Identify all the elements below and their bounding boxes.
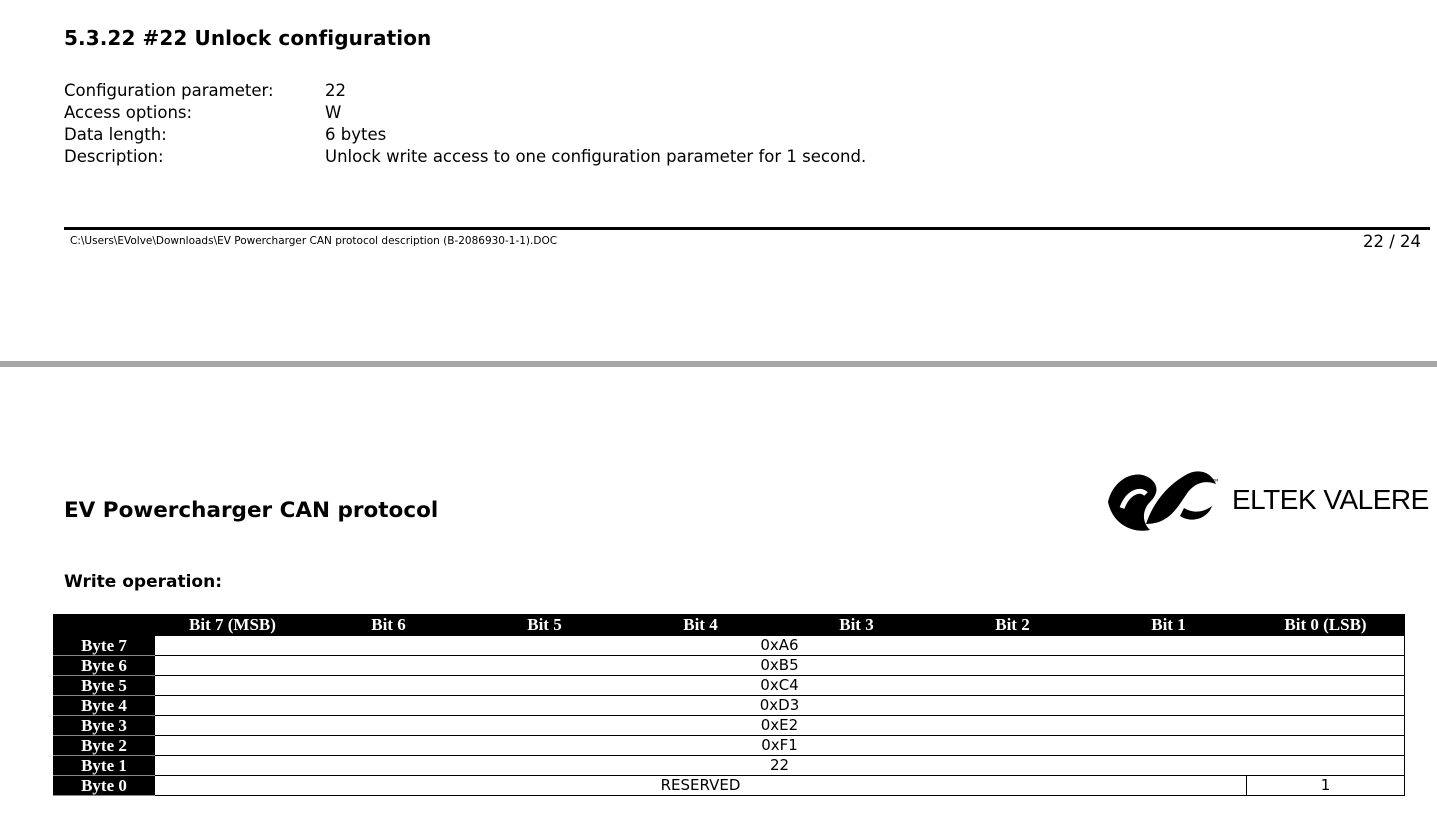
table-row xyxy=(54,696,1405,716)
write-operation-table xyxy=(53,614,1405,796)
row-header: Byte 1 xyxy=(54,756,155,776)
reserved-bits: RESERVED xyxy=(155,776,1247,796)
table-corner-cell xyxy=(54,615,155,636)
write-operation-title: Write operation: xyxy=(64,572,223,592)
row-header: Byte 4 xyxy=(54,696,155,716)
document-title: EV Powercharger CAN protocol xyxy=(64,498,439,523)
column-header: Bit 6 xyxy=(311,615,467,636)
bit0-value: 1 xyxy=(1247,776,1405,796)
column-header: Bit 0 (LSB) xyxy=(1247,615,1405,636)
column-header: Bit 1 xyxy=(1091,615,1247,636)
column-header: Bit 7 (MSB) xyxy=(155,615,311,636)
table-row xyxy=(54,636,1405,656)
page-number: 22 / 24 xyxy=(1362,232,1421,251)
byte-value: 0xB5 xyxy=(155,656,1405,676)
byte-value: 0xF1 xyxy=(155,736,1405,756)
param-value: Unlock write access to one configuration parameter for 1 second. xyxy=(325,147,867,166)
section-heading: 5.3.22 #22 Unlock configuration xyxy=(64,26,432,50)
row-header: Byte 6 xyxy=(54,656,155,676)
column-header: Bit 2 xyxy=(935,615,1091,636)
column-header: Bit 3 xyxy=(779,615,935,636)
param-value: W xyxy=(325,103,342,122)
footer-rule xyxy=(64,227,1430,230)
byte-value: 0xE2 xyxy=(155,716,1405,736)
footer-file-path: C:\Users\EVolve\Downloads\EV Powercharger CAN protocol description (B-2086930-1-1).DOC xyxy=(70,235,558,247)
row-header: Byte 7 xyxy=(54,636,155,656)
byte-value: 22 xyxy=(155,756,1405,776)
param-label: Description: xyxy=(64,147,164,166)
table-row xyxy=(54,676,1405,696)
column-header: Bit 4 xyxy=(623,615,779,636)
byte-value: 0xC4 xyxy=(155,676,1405,696)
logo-mark-icon xyxy=(1100,462,1230,538)
trademark-symbol: ™ xyxy=(1212,478,1220,487)
page-break-divider xyxy=(0,361,1437,367)
table-row xyxy=(54,756,1405,776)
table-row xyxy=(54,776,1405,796)
param-label: Configuration parameter: xyxy=(64,81,274,100)
table-row xyxy=(54,736,1405,756)
row-header: Byte 2 xyxy=(54,736,155,756)
byte-value: 0xD3 xyxy=(155,696,1405,716)
param-label: Data length: xyxy=(64,125,167,144)
byte-value: 0xA6 xyxy=(155,636,1405,656)
param-value: 6 bytes xyxy=(325,125,387,144)
table-row xyxy=(54,716,1405,736)
logo-wordmark: ELTEK VALERE xyxy=(1232,484,1429,515)
row-header: Byte 5 xyxy=(54,676,155,696)
row-header: Byte 0 xyxy=(54,776,155,796)
row-header: Byte 3 xyxy=(54,716,155,736)
param-value: 22 xyxy=(325,81,346,100)
column-header: Bit 5 xyxy=(467,615,623,636)
param-label: Access options: xyxy=(64,103,193,122)
table-row xyxy=(54,656,1405,676)
table-header-row xyxy=(54,615,1405,636)
